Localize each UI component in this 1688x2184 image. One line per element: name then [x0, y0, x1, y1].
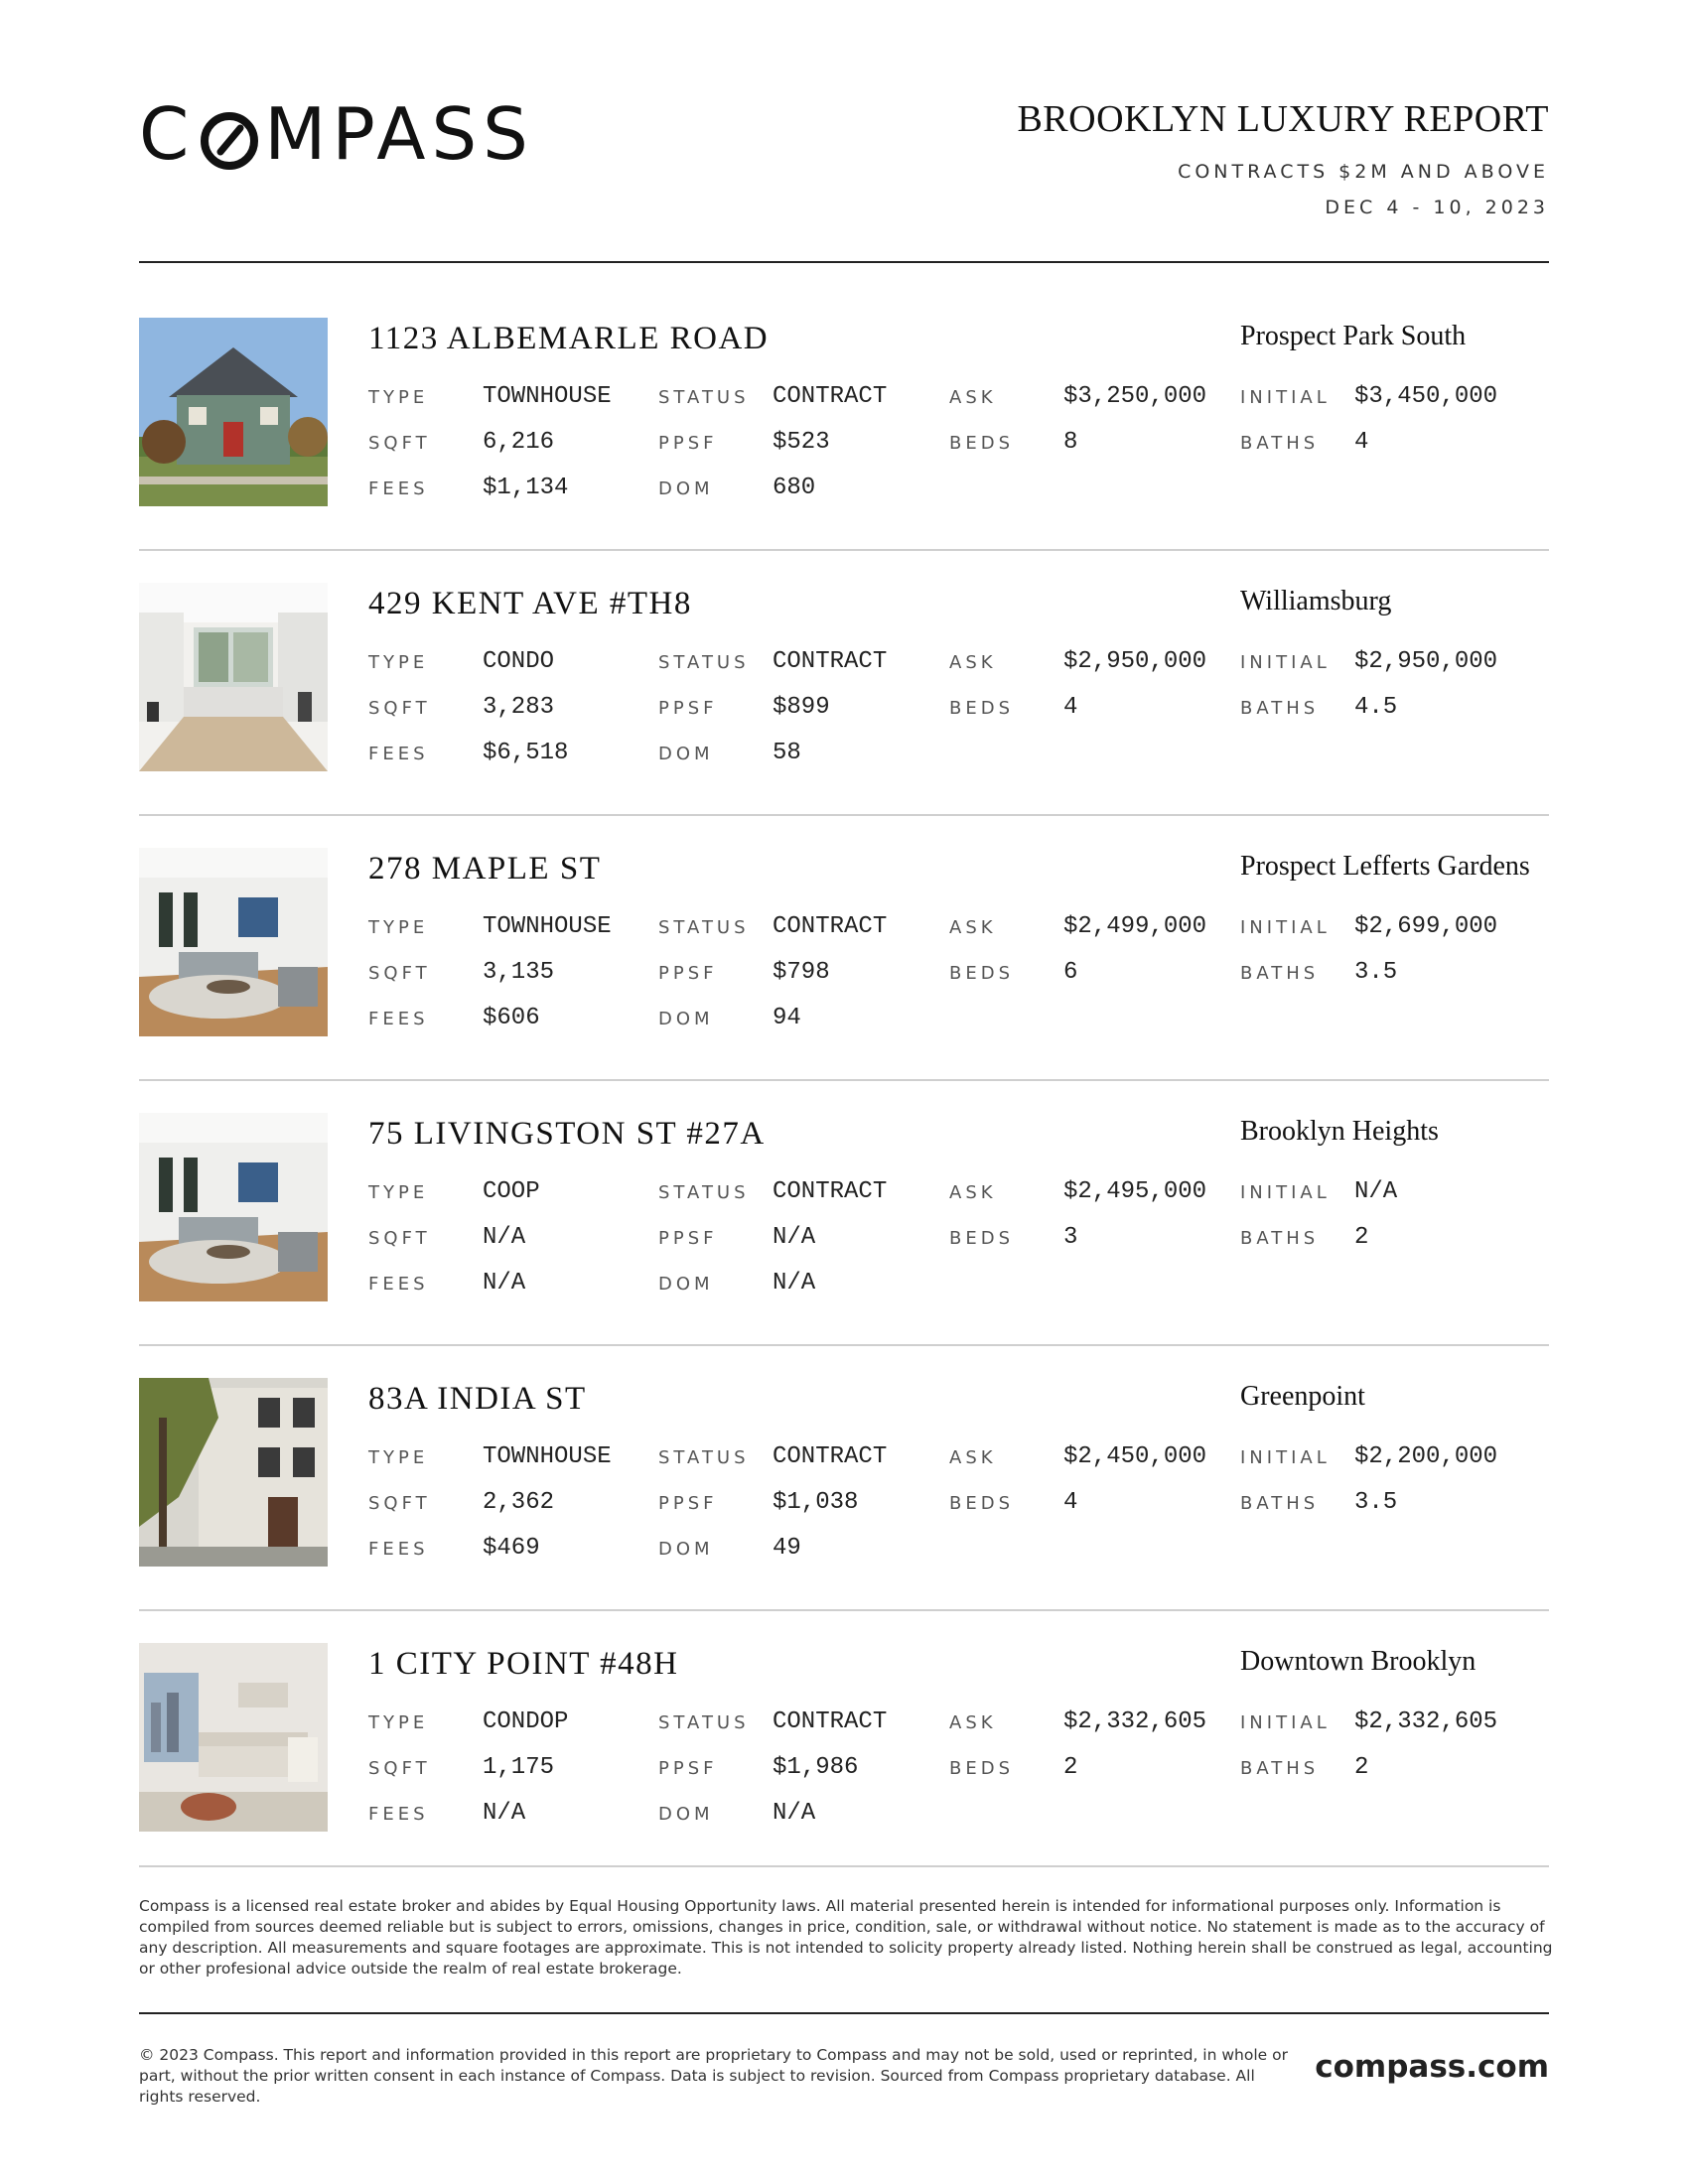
ppsf-label: PPSF	[658, 698, 718, 719]
type-label: TYPE	[368, 1182, 429, 1203]
dom-label: DOM	[658, 1009, 714, 1029]
status-value: CONTRACT	[773, 648, 888, 675]
ask-value: $2,495,000	[1063, 1178, 1207, 1205]
type-label: TYPE	[368, 1447, 429, 1468]
initial-value: $2,332,605	[1354, 1708, 1498, 1735]
listing-neighborhood: Greenpoint	[1240, 1381, 1365, 1412]
status-value: CONTRACT	[773, 1178, 888, 1205]
ppsf-value: $798	[773, 959, 830, 986]
fees-value: $469	[483, 1535, 540, 1562]
kitchen-photo	[139, 583, 328, 771]
beds-value: 2	[1063, 1754, 1078, 1781]
listing-divider	[139, 1079, 1549, 1081]
ask-label: ASK	[949, 1182, 997, 1203]
ask-value: $3,250,000	[1063, 383, 1207, 410]
sqft-label: SQFT	[368, 698, 431, 719]
listing-divider	[139, 1609, 1549, 1611]
type-value: TOWNHOUSE	[483, 1443, 612, 1470]
baths-label: BATHS	[1240, 698, 1320, 719]
sqft-value: 6,216	[483, 429, 555, 456]
listing-address: 1123 ALBEMARLE ROAD	[368, 321, 770, 356]
baths-value: 3.5	[1354, 959, 1398, 986]
baths-value: 2	[1354, 1754, 1369, 1781]
listing-divider	[139, 549, 1549, 551]
ask-label: ASK	[949, 917, 997, 938]
fees-value: $1,134	[483, 475, 569, 501]
fees-label: FEES	[368, 744, 429, 764]
baths-value: 4.5	[1354, 694, 1398, 721]
dom-label: DOM	[658, 744, 714, 764]
living-room-photo	[139, 848, 328, 1036]
initial-value: $2,950,000	[1354, 648, 1498, 675]
beds-value: 6	[1063, 959, 1078, 986]
sqft-value: 3,283	[483, 694, 555, 721]
compass-o-icon	[199, 105, 260, 167]
beds-value: 4	[1063, 1489, 1078, 1516]
type-label: TYPE	[368, 917, 429, 938]
beds-label: BEDS	[949, 433, 1015, 454]
fees-value: N/A	[483, 1270, 526, 1297]
dom-label: DOM	[658, 1274, 714, 1295]
initial-label: INITIAL	[1240, 1712, 1331, 1733]
ask-label: ASK	[949, 387, 997, 408]
listing-address: 83A INDIA ST	[368, 1381, 587, 1417]
type-value: CONDO	[483, 648, 555, 675]
initial-value: $3,450,000	[1354, 383, 1498, 410]
fees-label: FEES	[368, 1009, 429, 1029]
beds-value: 4	[1063, 694, 1078, 721]
listing-divider	[139, 1344, 1549, 1346]
ask-label: ASK	[949, 652, 997, 673]
report-date-range: DEC 4 - 10, 2023	[1325, 197, 1549, 218]
fees-value: $6,518	[483, 740, 569, 766]
listing-4	[139, 1113, 1549, 1301]
dom-value: 680	[773, 475, 816, 501]
listing-neighborhood: Downtown Brooklyn	[1240, 1646, 1477, 1677]
sqft-label: SQFT	[368, 1493, 431, 1514]
sqft-value: 3,135	[483, 959, 555, 986]
sqft-label: SQFT	[368, 433, 431, 454]
ppsf-label: PPSF	[658, 433, 718, 454]
listing-6	[139, 1643, 1549, 1832]
fees-value: N/A	[483, 1800, 526, 1827]
fees-label: FEES	[368, 1804, 429, 1825]
ppsf-label: PPSF	[658, 1493, 718, 1514]
sqft-value: 2,362	[483, 1489, 555, 1516]
listing-neighborhood: Williamsburg	[1240, 586, 1392, 616]
listing-3	[139, 848, 1549, 1036]
ask-value: $2,450,000	[1063, 1443, 1207, 1470]
house-exterior-photo	[139, 318, 328, 506]
ppsf-value: $523	[773, 429, 830, 456]
sqft-label: SQFT	[368, 1228, 431, 1249]
ask-value: $2,499,000	[1063, 913, 1207, 940]
beds-label: BEDS	[949, 698, 1015, 719]
initial-value: $2,200,000	[1354, 1443, 1498, 1470]
listing-address: 278 MAPLE ST	[368, 851, 602, 887]
status-label: STATUS	[658, 1447, 750, 1468]
sqft-label: SQFT	[368, 963, 431, 984]
dom-label: DOM	[658, 478, 714, 499]
baths-label: BATHS	[1240, 1228, 1320, 1249]
ppsf-label: PPSF	[658, 963, 718, 984]
type-value: CONDOP	[483, 1708, 569, 1735]
ppsf-value: $899	[773, 694, 830, 721]
street-facade-photo	[139, 1378, 328, 1567]
footer-divider	[139, 2012, 1549, 2014]
baths-label: BATHS	[1240, 433, 1320, 454]
listing-address: 75 LIVINGSTON ST #27A	[368, 1116, 766, 1152]
status-value: CONTRACT	[773, 1708, 888, 1735]
type-value: COOP	[483, 1178, 540, 1205]
listing-divider	[139, 814, 1549, 816]
status-label: STATUS	[658, 652, 750, 673]
fees-label: FEES	[368, 478, 429, 499]
listing-neighborhood: Prospect Lefferts Gardens	[1240, 851, 1530, 882]
initial-value: N/A	[1354, 1178, 1398, 1205]
listing-address: 1 CITY POINT #48H	[368, 1646, 679, 1682]
type-label: TYPE	[368, 652, 429, 673]
status-label: STATUS	[658, 1712, 750, 1733]
status-label: STATUS	[658, 387, 750, 408]
listing-neighborhood: Prospect Park South	[1240, 321, 1467, 351]
sqft-value: N/A	[483, 1224, 526, 1251]
baths-value: 4	[1354, 429, 1369, 456]
status-label: STATUS	[658, 1182, 750, 1203]
report-subtitle: CONTRACTS $2M AND ABOVE	[1178, 161, 1549, 183]
initial-label: INITIAL	[1240, 387, 1331, 408]
listing-5	[139, 1378, 1549, 1567]
ask-value: $2,950,000	[1063, 648, 1207, 675]
ppsf-label: PPSF	[658, 1228, 718, 1249]
initial-label: INITIAL	[1240, 917, 1331, 938]
beds-label: BEDS	[949, 1758, 1015, 1779]
ask-label: ASK	[949, 1712, 997, 1733]
baths-value: 3.5	[1354, 1489, 1398, 1516]
status-value: CONTRACT	[773, 913, 888, 940]
report-title: BROOKLYN LUXURY REPORT	[1017, 98, 1549, 140]
ask-label: ASK	[949, 1447, 997, 1468]
beds-value: 3	[1063, 1224, 1078, 1251]
beds-value: 8	[1063, 429, 1078, 456]
beds-label: BEDS	[949, 1228, 1015, 1249]
dom-value: N/A	[773, 1270, 816, 1297]
dom-label: DOM	[658, 1539, 714, 1560]
listing-1	[139, 318, 1549, 506]
disclaimer-text: Compass is a licensed real estate broker and abides by Equal Housing Opportunity laws. All material presented herein is intended for informational purposes only. Information is compiled from sources deemed reliable but is subject to errors, omissions, changes in price, condition, sale, or withdrawal without notice. No statement is made as to the accuracy of any description. All measurements and square footages are approximate. This is not intended to solicity property already listed. Nothing herein shall be construed as legal, accounting or other profesional advice outside the realm of real estate brokerage.	[139, 1897, 1553, 1978]
sqft-label: SQFT	[368, 1758, 431, 1779]
initial-label: INITIAL	[1240, 1182, 1331, 1203]
dom-value: 49	[773, 1535, 801, 1562]
baths-label: BATHS	[1240, 1493, 1320, 1514]
type-value: TOWNHOUSE	[483, 913, 612, 940]
copyright-text: © 2023 Compass. This report and information provided in this report are proprietary to Compass and may not be sold, used or reprinted, in whole or part, without the prior written consent in each instance of Compass. Data is subject to revision. Sourced from Compass proprietary database. All rights reserved.	[139, 2046, 1288, 2106]
compass-logo: C MPASS	[139, 92, 534, 176]
header-divider	[139, 261, 1549, 263]
baths-label: BATHS	[1240, 1758, 1320, 1779]
baths-value: 2	[1354, 1224, 1369, 1251]
type-value: TOWNHOUSE	[483, 383, 612, 410]
dom-value: N/A	[773, 1800, 816, 1827]
fees-label: FEES	[368, 1274, 429, 1295]
report-header	[1017, 97, 1549, 218]
fees-value: $606	[483, 1005, 540, 1031]
ppsf-value: $1,986	[773, 1754, 859, 1781]
initial-label: INITIAL	[1240, 1447, 1331, 1468]
sqft-value: 1,175	[483, 1754, 555, 1781]
type-label: TYPE	[368, 1712, 429, 1733]
initial-label: INITIAL	[1240, 652, 1331, 673]
status-value: CONTRACT	[773, 1443, 888, 1470]
listing-neighborhood: Brooklyn Heights	[1240, 1116, 1439, 1147]
initial-value: $2,699,000	[1354, 913, 1498, 940]
listing-2	[139, 583, 1549, 771]
footer-top-divider	[139, 1865, 1549, 1867]
ppsf-label: PPSF	[658, 1758, 718, 1779]
apartment-living-photo	[139, 1643, 328, 1832]
status-label: STATUS	[658, 917, 750, 938]
baths-label: BATHS	[1240, 963, 1320, 984]
ppsf-value: N/A	[773, 1224, 816, 1251]
type-label: TYPE	[368, 387, 429, 408]
compass-site-link[interactable]: compass.com	[1315, 2049, 1549, 2085]
ppsf-value: $1,038	[773, 1489, 859, 1516]
dom-value: 58	[773, 740, 801, 766]
dom-label: DOM	[658, 1804, 714, 1825]
beds-label: BEDS	[949, 963, 1015, 984]
beds-label: BEDS	[949, 1493, 1015, 1514]
dom-value: 94	[773, 1005, 801, 1031]
ask-value: $2,332,605	[1063, 1708, 1207, 1735]
living-room-photo	[139, 1113, 328, 1301]
listing-address: 429 KENT AVE #TH8	[368, 586, 692, 621]
fees-label: FEES	[368, 1539, 429, 1560]
status-value: CONTRACT	[773, 383, 888, 410]
